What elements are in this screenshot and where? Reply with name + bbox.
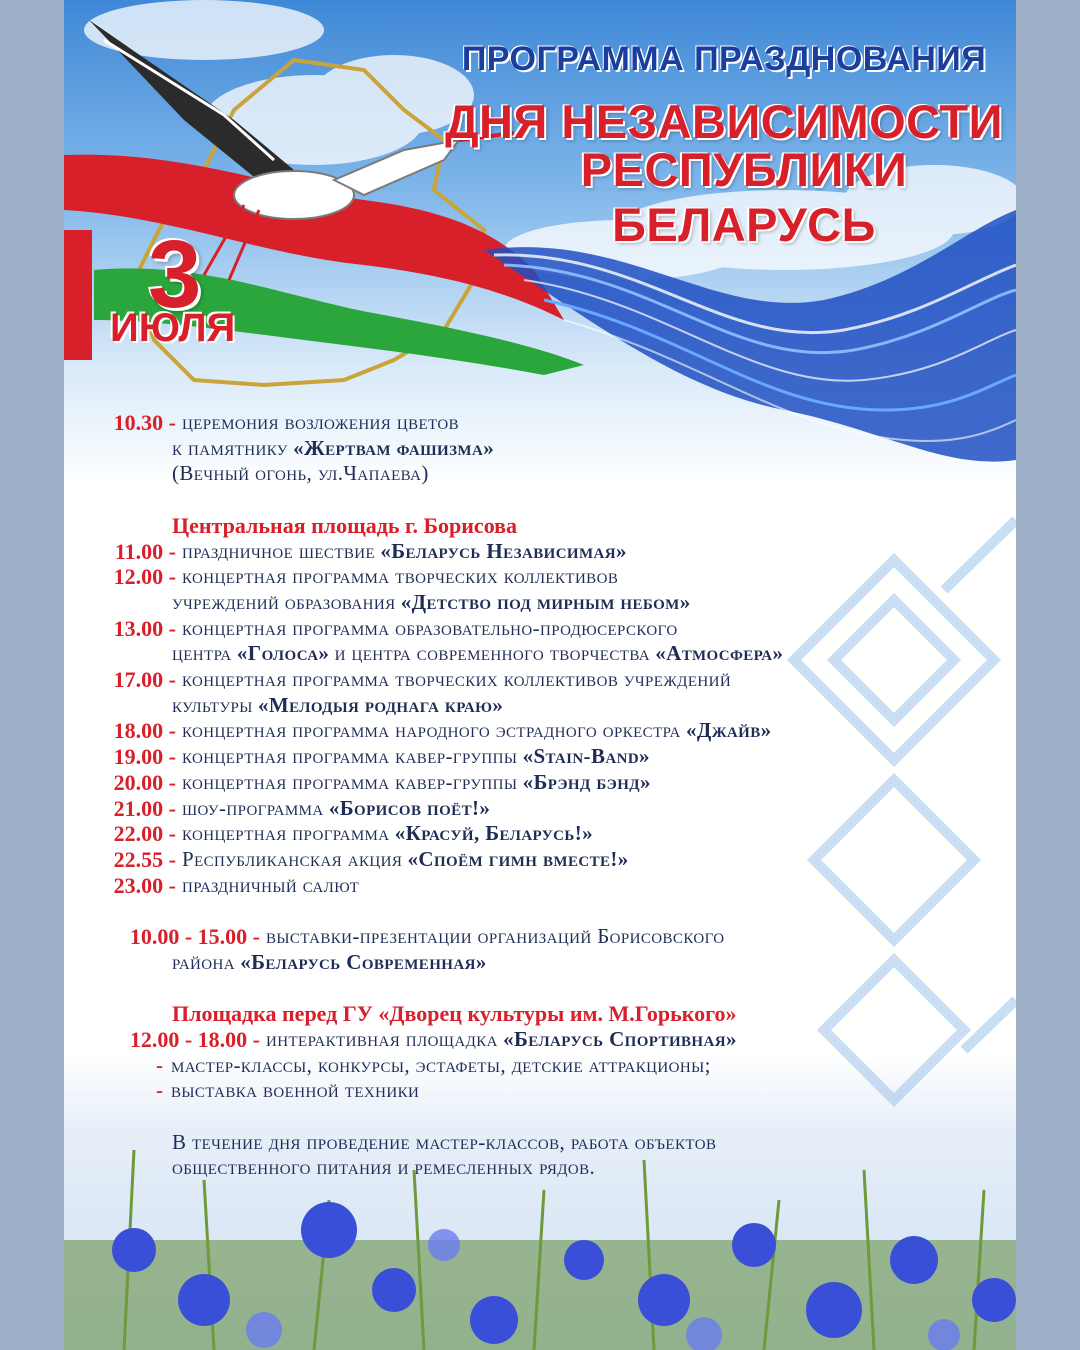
item-time: 23.00 - <box>113 872 176 898</box>
item-text: церемония возложения цветов <box>182 410 460 434</box>
item-title: «Джайв» <box>685 718 772 743</box>
item-text: концертная программа кавер-группы <box>182 744 518 769</box>
item-title: «Красуй, Беларусь!» <box>394 821 593 846</box>
item-text: концертная программа <box>182 821 390 846</box>
program-item <box>86 667 1006 693</box>
item-text: концертная программа творческих коллективов учреждений <box>182 667 732 692</box>
program-item <box>86 718 1006 744</box>
item-text: концертная программа народного эстрадного оркестра <box>182 718 681 743</box>
bullet-item <box>86 1078 1006 1104</box>
program-item <box>86 821 1006 847</box>
program-item <box>86 410 1006 436</box>
program-item <box>86 564 1006 590</box>
item-text: Республиканская акция <box>182 846 403 871</box>
item-title: «Споём гимн вместе!» <box>407 846 629 871</box>
item-time: 21.00 - <box>113 795 176 821</box>
item-text: концертная программа кавер-группы <box>182 769 518 794</box>
title-line-2: ДНЯ НЕЗАВИСИМОСТИ <box>445 95 1003 148</box>
item-title: «Детство под мирным небом» <box>400 589 691 614</box>
bullet-text: мастер-классы, конкурсы, эстафеты, детские аттракционы; <box>171 1052 711 1077</box>
item-title: «Stain-Band» <box>522 744 650 769</box>
item-text: к памятнику <box>172 435 288 460</box>
item-text: концертная программа образовательно-продюсерского <box>182 615 678 640</box>
item-title: «Жертвам фашизма» <box>293 435 495 460</box>
date-month: ИЮЛЯ <box>110 306 236 350</box>
item-text: выставки-презентации организаций Борисовского <box>266 924 725 949</box>
item-time: 20.00 - <box>113 769 176 795</box>
flag-ornament <box>64 230 92 360</box>
item-text: центра <box>172 641 232 666</box>
item-time: 10.00 - 15.00 - <box>129 924 260 950</box>
poster <box>64 0 1016 1350</box>
item-time: 22.55 - <box>113 846 176 872</box>
item-title: «Борисов поёт!» <box>328 795 491 820</box>
item-time: 11.00 - <box>114 538 176 564</box>
program-item-continuation <box>86 590 1006 616</box>
bullet-item <box>86 1053 1006 1079</box>
bullet-dash: - <box>156 1052 163 1077</box>
program-item-continuation <box>86 693 1006 719</box>
item-time: 12.00 - <box>113 564 176 590</box>
item-title: «Беларусь Независимая» <box>380 538 627 563</box>
item-time: 22.00 - <box>113 821 176 847</box>
item-time: 19.00 - <box>113 744 176 770</box>
program-list <box>86 410 1006 1181</box>
item-time: 18.00 - <box>113 718 176 744</box>
program-item <box>86 796 1006 822</box>
item-text: и центра современного творчества <box>334 641 651 666</box>
program-item-continuation <box>86 641 1006 667</box>
footer-note-line-2: общественного питания и ремесленных рядов. <box>172 1155 596 1180</box>
program-item <box>86 770 1006 796</box>
program-item-continuation <box>86 461 1006 487</box>
section-heading-central: Центральная площадь г. Борисова <box>172 512 518 538</box>
date-day: 3 <box>148 221 202 328</box>
item-time: 10.30 - <box>113 410 176 435</box>
item-text: концертная программа творческих коллективов <box>182 564 619 589</box>
item-text: культуры <box>172 692 253 717</box>
program-item <box>86 847 1006 873</box>
program-item <box>86 616 1006 642</box>
title-line-3: РЕСПУБЛИКИ БЕЛАРУСЬ <box>580 143 908 251</box>
title-line-1: ПРОГРАММА ПРАЗДНОВАНИЯ <box>461 40 987 78</box>
item-text: праздничный салют <box>182 872 360 897</box>
program-item <box>86 539 1006 565</box>
item-title: «Мелодыя роднага краю» <box>257 692 504 717</box>
item-title: «Голоса» <box>236 641 330 666</box>
bullet-dash: - <box>156 1078 163 1103</box>
program-item <box>86 744 1006 770</box>
item-text: учреждений образования <box>172 589 396 614</box>
section-heading-palace: Площадка перед ГУ «Дворец культуры им. М.Горького» <box>172 1001 737 1027</box>
program-item-continuation <box>86 436 1006 462</box>
item-title: «Беларусь Современная» <box>240 949 487 974</box>
item-time: 12.00 - 18.00 - <box>129 1026 260 1052</box>
item-text: интерактивная площадка <box>266 1026 498 1051</box>
item-title: «Атмосфера» <box>655 641 784 666</box>
item-title: «Беларусь Спортивная» <box>503 1026 737 1051</box>
item-location: (Вечный огонь, ул.Чапаева) <box>172 461 429 486</box>
bullet-text: выставка военной техники <box>171 1078 420 1103</box>
footer-note-line-1: В течение дня проведение мастер-классов, работа объектов <box>172 1129 717 1154</box>
item-text: шоу-программа <box>182 795 324 820</box>
program-item <box>86 873 1006 899</box>
item-time: 13.00 - <box>113 615 176 641</box>
item-time: 17.00 - <box>113 667 176 693</box>
program-item <box>86 1027 1006 1053</box>
item-text: района <box>172 949 235 974</box>
program-item-continuation <box>86 950 1006 976</box>
item-text: праздничное шествие <box>182 538 376 563</box>
item-title: «Брэнд бэнд» <box>522 769 651 794</box>
program-item <box>86 924 1006 950</box>
